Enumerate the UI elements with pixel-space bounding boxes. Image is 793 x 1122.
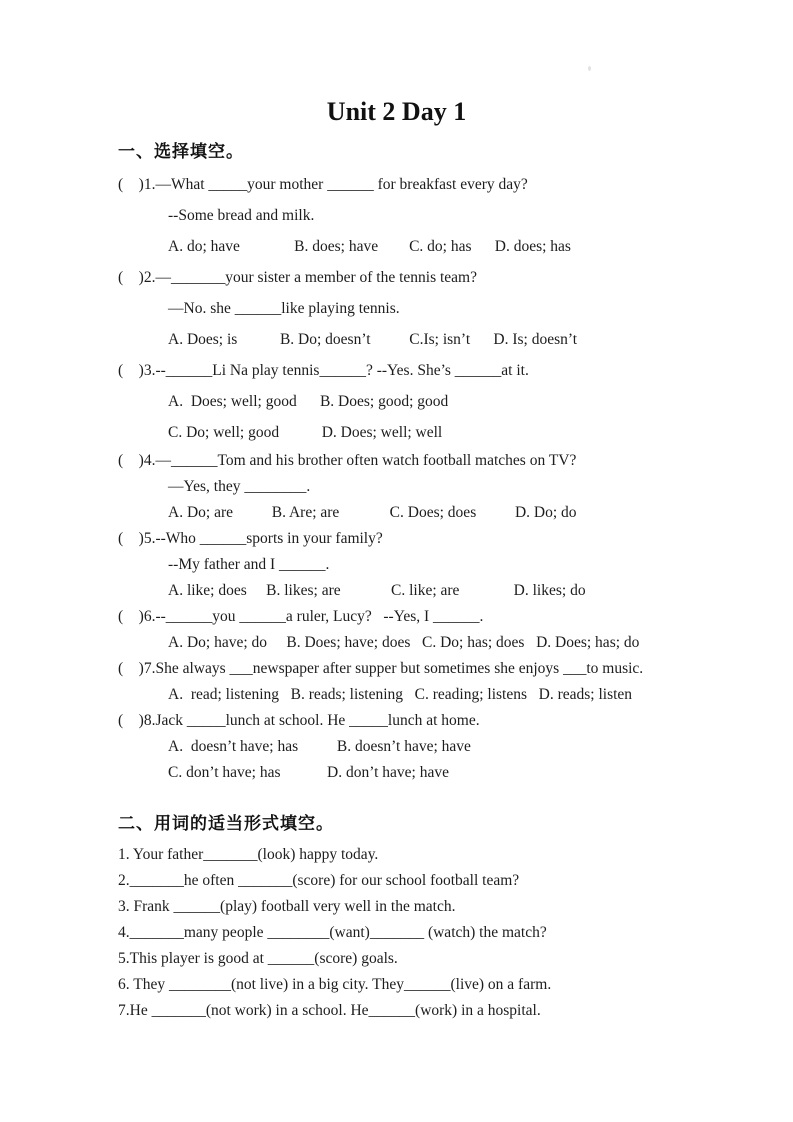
options-line: A. Does; is B. Do; doesn’t C.Is; isn’t D. Is; doesn’t: [168, 331, 578, 348]
question-8: [118, 708, 703, 786]
answer-line: --Some bread and milk.: [168, 207, 315, 224]
question-7: [118, 656, 703, 708]
answer-line: —No. she ______like playing tennis.: [168, 300, 400, 317]
options-line: A. do; have B. does; have C. do; has D. does; has: [168, 238, 571, 255]
question-1: [118, 169, 703, 262]
options-line: A. Does; well; good B. Does; good; good: [168, 393, 449, 410]
page-title: Unit 2 Day 1: [326, 97, 467, 126]
options-line: C. don’t have; has D. don’t have; have: [168, 764, 449, 781]
section1-heading: 一、选择填空。: [118, 142, 244, 161]
stray-dot-mark: [588, 66, 591, 71]
fill-blank-item: 1. Your father_______(look) happy today.: [118, 846, 379, 863]
fill-blank-item: 5.This player is good at ______(score) goals.: [118, 950, 398, 967]
question-line: ( )4.—______Tom and his brother often watch football matches on TV?: [118, 452, 577, 469]
options-line: A. Do; have; do B. Does; have; does C. Do; has; does D. Does; has; do: [168, 634, 640, 651]
question-line: ( )5.--Who ______sports in your family?: [118, 530, 383, 547]
question-line: ( )3.--______Li Na play tennis______? --Yes. She’s ______at it.: [118, 362, 529, 379]
options-line: A. like; does B. likes; are C. like; are D. likes; do: [168, 582, 586, 599]
options-line: A. Do; are B. Are; are C. Does; does D. Do; do: [168, 504, 577, 521]
options-line: C. Do; well; good D. Does; well; well: [168, 424, 443, 441]
fill-blank-item: 4._______many people ________(want)_______ (watch) the match?: [118, 924, 547, 941]
question-line: ( )1.—What _____your mother ______ for breakfast every day?: [118, 176, 528, 193]
worksheet-content: [0, 140, 793, 1024]
fill-blank-item: 6. They ________(not live) in a big city. They______(live) on a farm.: [118, 976, 552, 993]
question-4: [118, 448, 703, 526]
fill-blank-item: 2._______he often _______(score) for our school football team?: [118, 872, 520, 889]
question-3: [118, 355, 703, 448]
question-line: ( )7.She always ___newspaper after supper but sometimes she enjoys ___to music.: [118, 660, 644, 677]
question-line: ( )2.—_______your sister a member of the tennis team?: [118, 269, 477, 286]
answer-line: —Yes, they ________.: [168, 478, 311, 495]
question-6: [118, 604, 703, 656]
answer-line: --My father and I ______.: [168, 556, 330, 573]
question-2: [118, 262, 703, 355]
options-line: A. read; listening B. reads; listening C. reading; listens D. reads; listen: [168, 686, 633, 703]
question-5: [118, 526, 703, 604]
fill-blank-item: 7.He _______(not work) in a school. He______(work) in a hospital.: [118, 1002, 541, 1019]
fill-blank-item: 3. Frank ______(play) football very well in the match.: [118, 898, 456, 915]
section2-heading: 二、用词的适当形式填空。: [118, 814, 334, 833]
question-line: ( )8.Jack _____lunch at school. He _____lunch at home.: [118, 712, 480, 729]
options-line: A. doesn’t have; has B. doesn’t have; have: [168, 738, 471, 755]
fill-blank-list: [118, 842, 703, 1024]
question-line: ( )6.--______you ______a ruler, Lucy? --Yes, I ______.: [118, 608, 484, 625]
